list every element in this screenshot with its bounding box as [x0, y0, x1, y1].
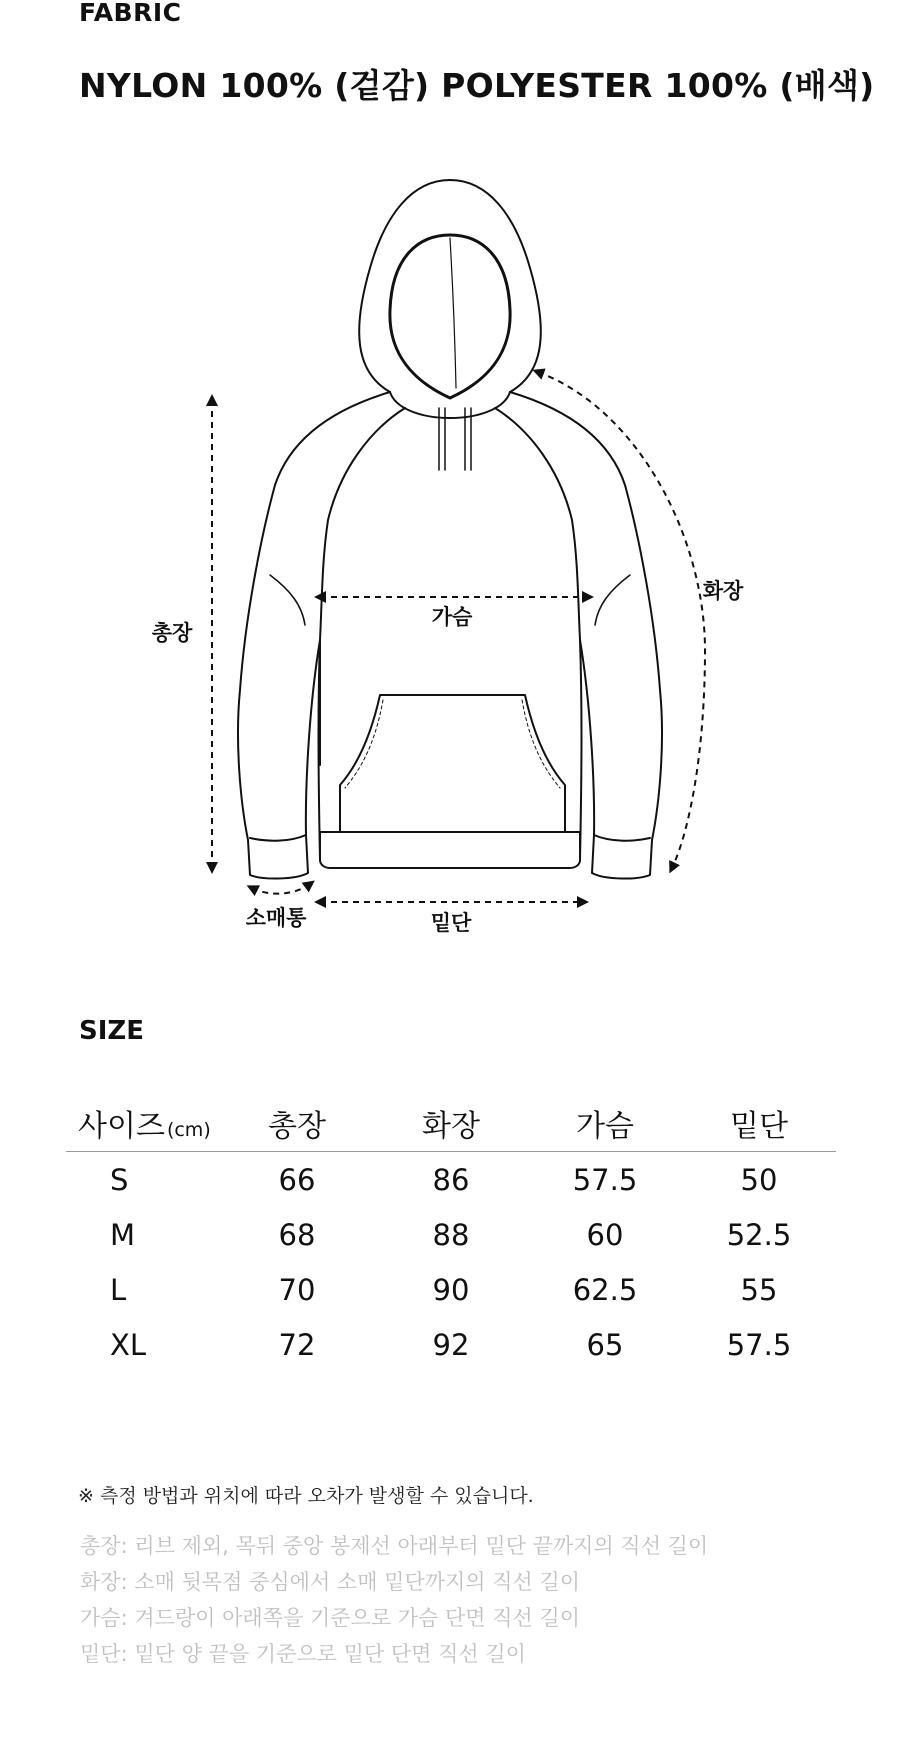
table-row [66, 1262, 836, 1317]
cell-size: S [110, 1162, 129, 1197]
cell-chest: 62.5 [572, 1272, 638, 1307]
header-hem: 밑단 [682, 1095, 836, 1152]
cell-chest: 65 [586, 1327, 624, 1362]
cell-sleeve-length: 88 [432, 1217, 470, 1252]
size-table [66, 1095, 836, 1372]
measurement-definitions [80, 1528, 708, 1672]
table-row [66, 1207, 836, 1262]
definition-chest: 가슴: 겨드랑이 아래쪽을 기준으로 가슴 단면 직선 길이 [80, 1606, 581, 1630]
label-chest: 가슴 [431, 605, 473, 629]
header-sleeve-length: 화장 [374, 1095, 528, 1152]
cell-size: XL [110, 1327, 147, 1362]
table-row [66, 1317, 836, 1372]
measurement-lines [212, 372, 705, 902]
cell-sleeve-length: 86 [432, 1162, 470, 1197]
cell-hem: 57.5 [726, 1327, 792, 1362]
cell-hem: 50 [740, 1162, 778, 1197]
header-total-length: 총장 [220, 1095, 374, 1152]
header-size [66, 1095, 220, 1152]
sleeve-opening-line [252, 884, 310, 894]
cell-sleeve-length: 90 [432, 1272, 470, 1307]
definition-sleeve-length: 화장: 소매 뒷목점 중심에서 소매 밑단까지의 직선 길이 [80, 1570, 581, 1594]
cell-sleeve-length: 92 [432, 1327, 470, 1362]
table-row [66, 1152, 836, 1208]
header-unit: (cm) [166, 1119, 211, 1141]
cell-size: M [110, 1217, 136, 1252]
header-chest: 가슴 [528, 1095, 682, 1152]
label-total-length: 총장 [151, 621, 193, 645]
label-sleeve-opening: 소매통 [245, 906, 307, 930]
hoodie-outline [238, 180, 662, 879]
size-heading: SIZE [79, 1016, 145, 1046]
hoodie-measurement-diagram [0, 160, 900, 960]
cell-total-length: 66 [278, 1162, 316, 1197]
cell-chest: 60 [586, 1217, 624, 1252]
fabric-composition: NYLON 100% (겉감) POLYESTER 100% (배색) [79, 66, 875, 105]
cell-total-length: 70 [278, 1272, 316, 1307]
measurement-note: ※ 측정 방법과 위치에 따라 오차가 발생할 수 있습니다. [78, 1485, 534, 1507]
cell-total-length: 72 [278, 1327, 316, 1362]
definition-hem: 밑단: 밑단 양 끝을 기준으로 밑단 단면 직선 길이 [80, 1642, 526, 1666]
fabric-label: FABRIC [79, 0, 182, 27]
cell-total-length: 68 [278, 1217, 316, 1252]
cell-hem: 52.5 [726, 1217, 792, 1252]
label-hem: 밑단 [430, 911, 472, 935]
sleeve-length-line [538, 372, 705, 868]
cell-size: L [110, 1272, 127, 1307]
size-table-header [66, 1095, 836, 1152]
definition-total-length: 총장: 리브 제외, 목뒤 중앙 봉제선 아래부터 밑단 끝까지의 직선 길이 [80, 1534, 709, 1558]
header-size-label: 사이즈 [78, 1109, 165, 1144]
label-sleeve-length: 화장 [702, 579, 744, 603]
cell-hem: 55 [740, 1272, 778, 1307]
cell-chest: 57.5 [572, 1162, 638, 1197]
